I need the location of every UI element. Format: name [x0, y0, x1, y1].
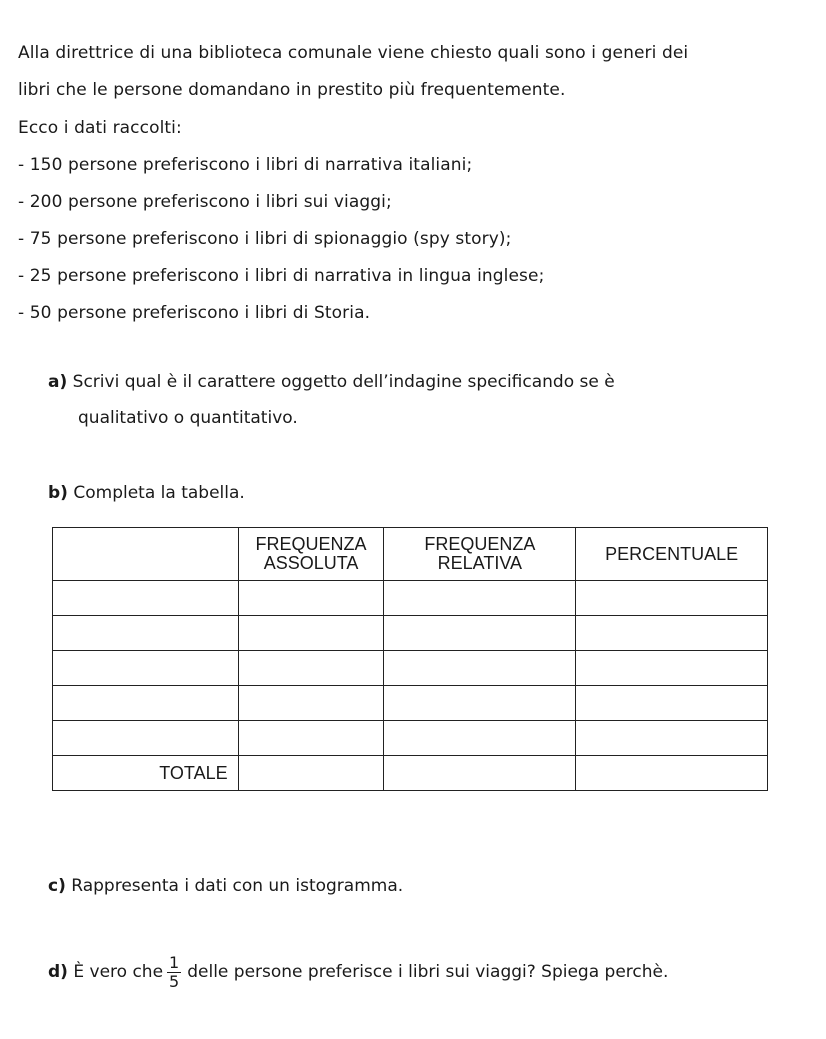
table-cell[interactable]	[238, 686, 384, 721]
question-a-text-2: qualitativo o quantitativo.	[78, 408, 298, 428]
header-frequenza-relativa-line1: FREQUENZA	[424, 534, 536, 554]
intro-line-1: Alla direttrice di una biblioteca comunale viene chiesto quali sono i generi dei	[18, 43, 689, 63]
table-cell[interactable]	[238, 616, 384, 651]
header-frequenza-relativa-line2: RELATIVA	[437, 553, 523, 573]
table-row	[53, 721, 768, 756]
question-d	[48, 952, 668, 992]
table-header-row	[53, 528, 768, 581]
question-c-label: c)	[48, 876, 66, 896]
table-row	[53, 651, 768, 686]
data-item-narrativa-italiani: - 150 persone preferiscono i libri di narrativa italiani;	[18, 155, 473, 175]
header-category	[53, 528, 239, 581]
table-cell[interactable]	[384, 686, 576, 721]
table-cell[interactable]	[238, 721, 384, 756]
intro-line-2: libri che le persone domandano in prestito più frequentemente.	[18, 80, 566, 100]
question-b-label: b)	[48, 483, 68, 503]
table-cell[interactable]	[53, 651, 239, 686]
question-a	[48, 371, 615, 393]
table-cell[interactable]	[576, 686, 768, 721]
table-total-row	[53, 756, 768, 791]
question-b-text: Completa la tabella.	[73, 483, 245, 503]
table-cell[interactable]	[384, 581, 576, 616]
table-cell[interactable]	[576, 581, 768, 616]
data-item-spionaggio: - 75 persone preferiscono i libri di spionaggio (spy story);	[18, 229, 512, 249]
header-frequenza-relativa	[384, 528, 576, 581]
question-a-label: a)	[48, 372, 68, 392]
table-cell[interactable]	[53, 686, 239, 721]
data-item-storia: - 50 persone preferiscono i libri di Storia.	[18, 303, 371, 323]
fraction-numerator: 1	[169, 952, 180, 972]
intro-line-3: Ecco i dati raccolti:	[18, 118, 182, 138]
header-frequenza-assoluta	[238, 528, 384, 581]
table-cell[interactable]	[384, 721, 576, 756]
table-cell[interactable]	[576, 616, 768, 651]
frequency-table	[52, 527, 768, 791]
table-row	[53, 581, 768, 616]
table-row	[53, 616, 768, 651]
question-b	[48, 482, 245, 504]
total-label: TOTALE	[53, 756, 239, 791]
fraction-one-fifth	[167, 954, 181, 991]
header-frequenza-assoluta-line1: FREQUENZA	[255, 534, 367, 554]
table-cell[interactable]	[238, 651, 384, 686]
table-cell[interactable]	[576, 721, 768, 756]
total-cell-assoluta[interactable]	[238, 756, 384, 791]
question-c-text: Rappresenta i dati con un istogramma.	[71, 876, 404, 896]
data-item-narrativa-inglese: - 25 persone preferiscono i libri di narrativa in lingua inglese;	[18, 266, 545, 286]
header-frequenza-assoluta-line2: ASSOLUTA	[263, 553, 359, 573]
table-cell[interactable]	[53, 721, 239, 756]
question-a-text-1: Scrivi qual è il carattere oggetto dell’indagine specificando se è	[72, 372, 615, 392]
table-cell[interactable]	[53, 581, 239, 616]
table-cell[interactable]	[576, 651, 768, 686]
question-c	[48, 875, 403, 897]
question-d-label: d)	[48, 962, 68, 982]
table-row	[53, 686, 768, 721]
question-d-text-before: È vero che	[73, 962, 164, 982]
table-cell[interactable]	[384, 616, 576, 651]
total-cell-relativa[interactable]	[384, 756, 576, 791]
table-cell[interactable]	[238, 581, 384, 616]
table-cell[interactable]	[53, 616, 239, 651]
data-item-viaggi: - 200 persone preferiscono i libri sui viaggi;	[18, 192, 392, 212]
fraction-denominator: 5	[169, 971, 180, 991]
table-cell[interactable]	[384, 651, 576, 686]
header-percentuale: PERCENTUALE	[576, 528, 768, 581]
question-d-text-after: delle persone preferisce i libri sui viaggi? Spiega perchè.	[187, 962, 669, 982]
total-cell-percentuale[interactable]	[576, 756, 768, 791]
